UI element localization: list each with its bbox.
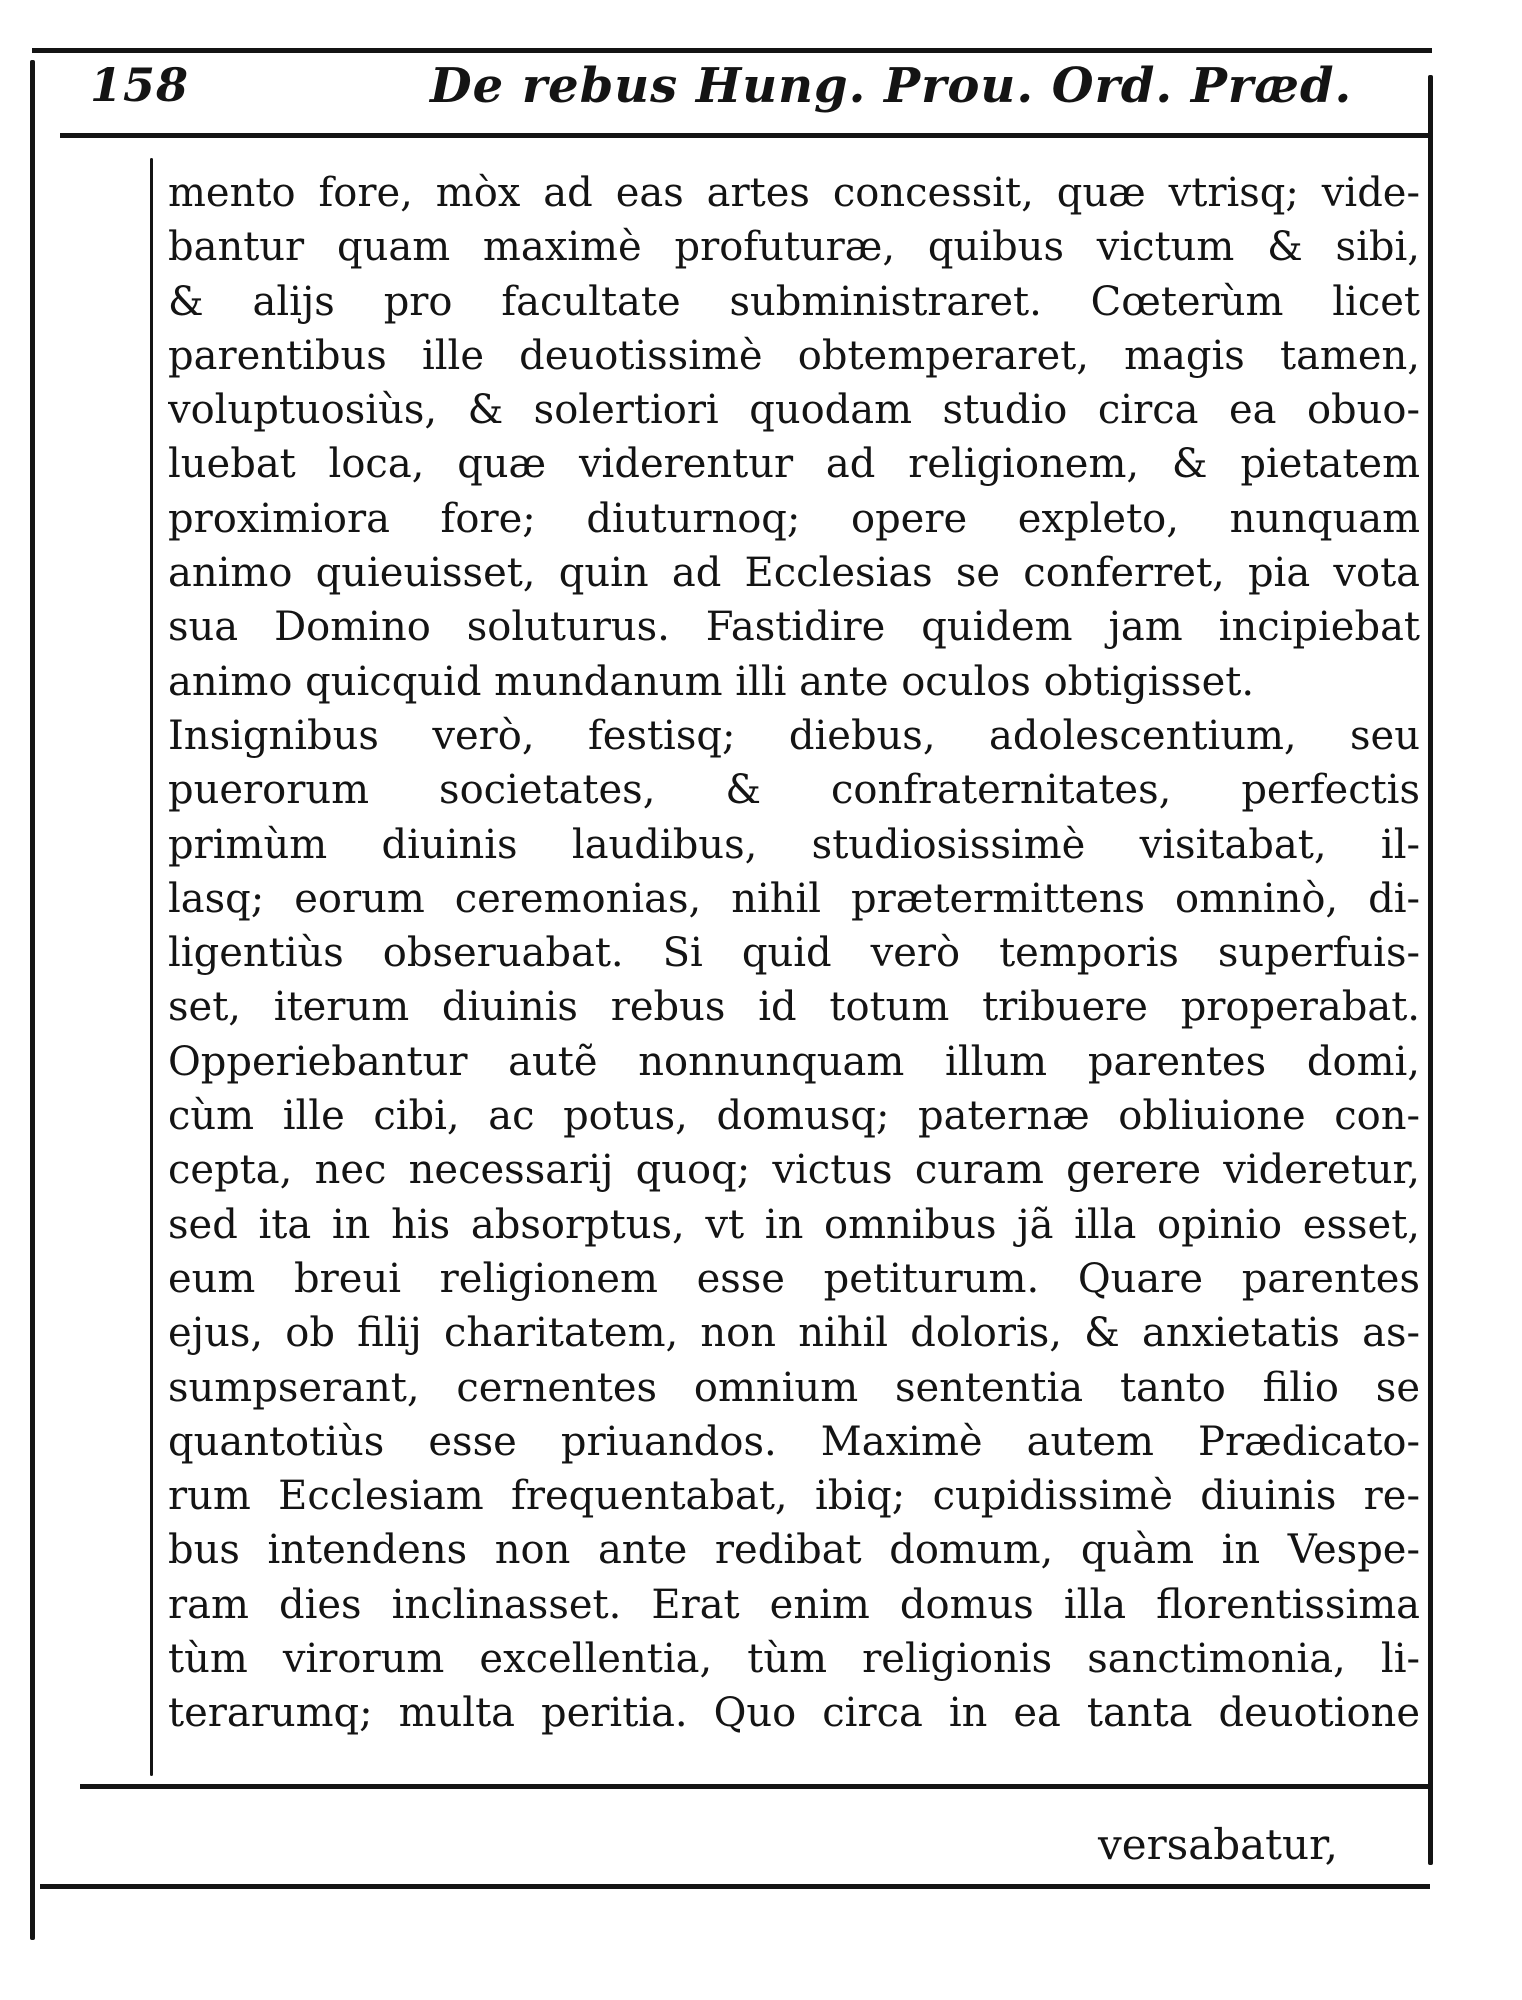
text-line: lasq; eorum ceremonias, nihil prætermittens omninò, di-: [168, 875, 1420, 922]
text-line: sed ita in his absorptus, vt in omnibus jã illa opinio esset,: [168, 1201, 1420, 1248]
text-line: quantotiùs esse priuandos. Maximè autem Prædicato-: [168, 1418, 1420, 1465]
text-line: primùm diuinis laudibus, studiosissimè visitabat, il-: [168, 821, 1420, 868]
text-line: eum breui religionem esse petiturum. Quare parentes: [168, 1255, 1420, 1302]
text-line: cepta, nec necessarij quoq; victus curam gerere videretur,: [168, 1147, 1420, 1194]
text-line: puerorum societates, & confraternitates, perfectis: [168, 767, 1420, 814]
text-line: mento fore, mòx ad eas artes concessit, quæ vtrisq; vide-: [168, 170, 1420, 216]
text-column-left-rule: [150, 158, 153, 1776]
text-line: voluptuosiùs, & solertiori quodam studio circa ea obuo-: [168, 387, 1420, 434]
text-line: sua Domino soluturus. Fastidire quidem jam incipiebat: [168, 604, 1420, 651]
text-line: sumpserant, cernentes omnium sententia tanto filio se: [168, 1364, 1420, 1411]
text-line: cùm ille cibi, ac potus, domusq; paternæ obliuione con-: [168, 1093, 1420, 1140]
text-line: parentibus ille deuotissimè obtemperaret, magis tamen,: [168, 332, 1420, 379]
top-rule: [32, 48, 1432, 53]
text-line: Opperiebantur autẽ nonnunquam illum parentes domi,: [168, 1038, 1420, 1085]
text-line: set, iterum diuinis rebus id totum tribuere properabat.: [168, 984, 1420, 1031]
page-number: 158: [90, 58, 190, 112]
body-text: [168, 166, 1420, 1741]
text-line: tùm virorum excellentia, tùm religionis sanctimonia, li-: [168, 1636, 1420, 1683]
text-bottom-rule: [80, 1784, 1430, 1789]
text-line: terarumq; multa peritia. Quo circa in ea tanta deuotione: [168, 1690, 1420, 1737]
text-line: ejus, ob filij charitatem, non nihil doloris, & anxietatis as-: [168, 1310, 1420, 1357]
text-line: proximiora fore; diuturnoq; opere expleto, nunquam: [168, 495, 1420, 542]
text-line: luebat loca, quæ viderentur ad religionem, & pietatem: [168, 441, 1420, 488]
frame-left-rule: [30, 60, 35, 1940]
text-line: rum Ecclesiam frequentabat, ibiq; cupidissimè diuinis re-: [168, 1473, 1420, 1520]
text-line: bus intendens non ante redibat domum, quàm in Vespe-: [168, 1527, 1420, 1574]
catchword: versabatur,: [1098, 1820, 1338, 1869]
running-title: De rebus Hung. Prou. Ord. Præd.: [430, 58, 1353, 114]
header-underline-rule: [60, 133, 1430, 138]
text-line: animo quicquid mundanum illi ante oculos obtigisset.: [168, 658, 1255, 705]
text-line: Insignibus verò, festisq; diebus, adolescentium, seu: [168, 712, 1420, 759]
text-line: bantur quam maximè profuturæ, quibus victum & sibi,: [168, 224, 1420, 271]
text-line: ligentiùs obseruabat. Si quid verò temporis superfuis-: [168, 930, 1420, 977]
text-line: animo quieuisset, quin ad Ecclesias se conferret, pia vota: [168, 550, 1420, 597]
text-line: & alijs pro facultate subministraret. Cœterùm licet: [168, 278, 1420, 325]
frame-right-rule: [1428, 75, 1433, 1865]
text-line: ram dies inclinasset. Erat enim domus illa florentissima: [168, 1581, 1420, 1628]
page-bottom-rule: [40, 1884, 1430, 1889]
